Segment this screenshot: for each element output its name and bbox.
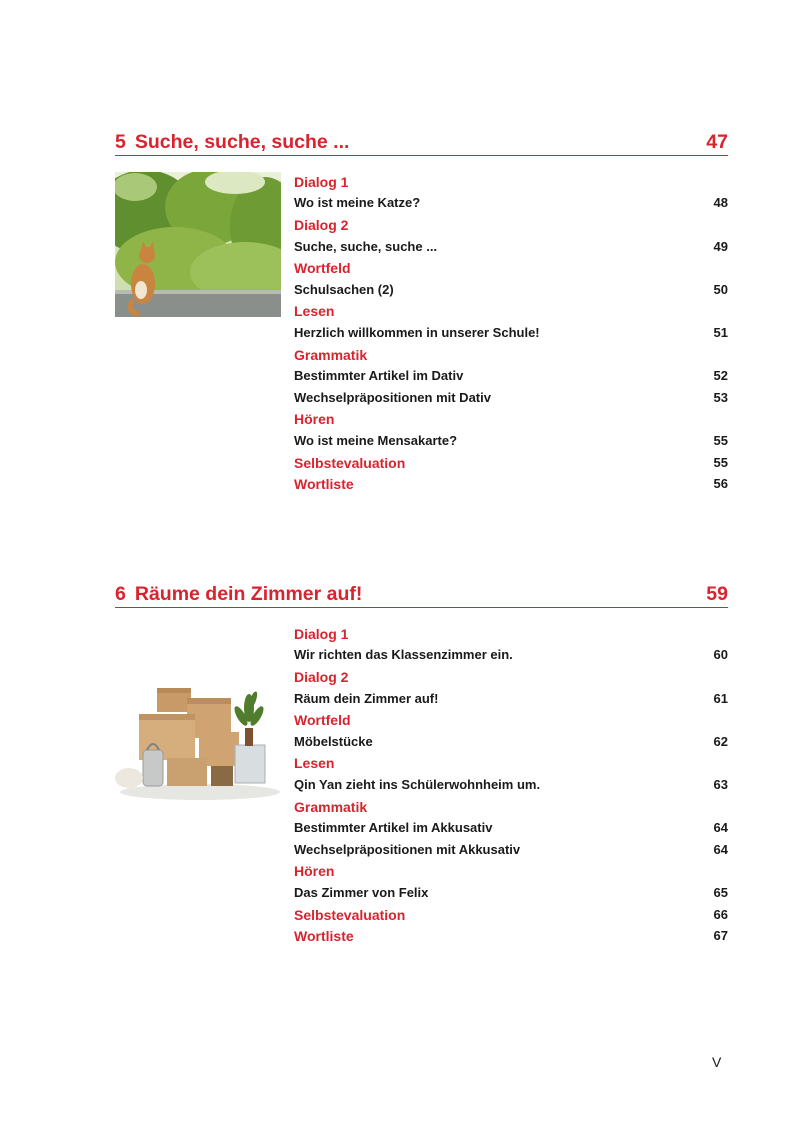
chapter-page-number: 59 xyxy=(706,583,728,605)
toc-entry[interactable]: Qin Yan zieht ins Schülerwohnheim um. 63 xyxy=(294,776,728,792)
chapter-title[interactable]: Suche, suche, suche ... xyxy=(134,131,350,153)
toc-entry[interactable]: Bestimmter Artikel im Akkusativ 64 xyxy=(294,820,728,836)
toc-section[interactable]: Dialog 1 xyxy=(294,173,349,190)
toc-entries xyxy=(294,623,728,947)
toc-section[interactable]: Lesen xyxy=(294,755,335,772)
chapter-heading xyxy=(115,581,728,608)
toc-entry[interactable]: Suche, suche, suche ... 49 xyxy=(294,238,728,254)
toc-section[interactable]: Grammatik xyxy=(294,798,368,815)
toc-section[interactable]: Grammatik xyxy=(294,346,368,363)
toc-entry[interactable]: Bestimmter Artikel im Dativ 52 xyxy=(294,368,728,384)
cat-window-photo xyxy=(115,172,281,317)
toc-section[interactable]: Selbstevaluation 55 xyxy=(294,454,728,471)
toc-entry[interactable]: Das Zimmer von Felix 65 xyxy=(294,884,728,900)
toc-section[interactable]: Hören xyxy=(294,411,335,428)
chapter-6 xyxy=(115,581,728,948)
chapter-5 xyxy=(115,129,728,496)
chapter-number: 5 xyxy=(115,131,126,153)
toc-section[interactable]: Dialog 2 xyxy=(294,668,349,685)
toc-section[interactable]: Dialog 2 xyxy=(294,216,349,233)
chapter-title[interactable]: Räume dein Zimmer auf! xyxy=(134,583,363,605)
chapter-heading xyxy=(115,129,728,156)
toc-section[interactable]: Wortfeld xyxy=(294,712,351,729)
toc-section[interactable]: Wortliste 67 xyxy=(294,928,728,945)
toc-entry[interactable]: Wechselpräpositionen mit Dativ 53 xyxy=(294,389,728,405)
toc-entry[interactable]: Herzlich willkommen in unserer Schule! 51 xyxy=(294,324,728,340)
toc-entry[interactable]: Wir richten das Klassenzimmer ein. 60 xyxy=(294,647,728,663)
toc-section[interactable]: Hören xyxy=(294,863,335,880)
toc-section[interactable]: Dialog 1 xyxy=(294,625,349,642)
toc-entry[interactable]: Wo ist meine Mensakarte? 55 xyxy=(294,432,728,448)
toc-entries xyxy=(294,171,728,495)
chapter-number: 6 xyxy=(115,583,126,605)
toc-entry[interactable]: Wo ist meine Katze? 48 xyxy=(294,195,728,211)
toc-section[interactable]: Selbstevaluation 66 xyxy=(294,906,728,923)
toc-section[interactable]: Wortfeld xyxy=(294,260,351,277)
toc-entry[interactable]: Räum dein Zimmer auf! 61 xyxy=(294,690,728,706)
toc-section[interactable]: Lesen xyxy=(294,303,335,320)
toc-entry[interactable]: Schulsachen (2) 50 xyxy=(294,281,728,297)
moving-boxes-photo xyxy=(115,670,281,802)
chapter-page-number: 47 xyxy=(706,131,728,153)
page-number: V xyxy=(712,1054,722,1070)
toc-entry[interactable]: Möbelstücke 62 xyxy=(294,733,728,749)
toc-section[interactable]: Wortliste 56 xyxy=(294,476,728,493)
toc-entry[interactable]: Wechselpräpositionen mit Akkusativ 64 xyxy=(294,841,728,857)
